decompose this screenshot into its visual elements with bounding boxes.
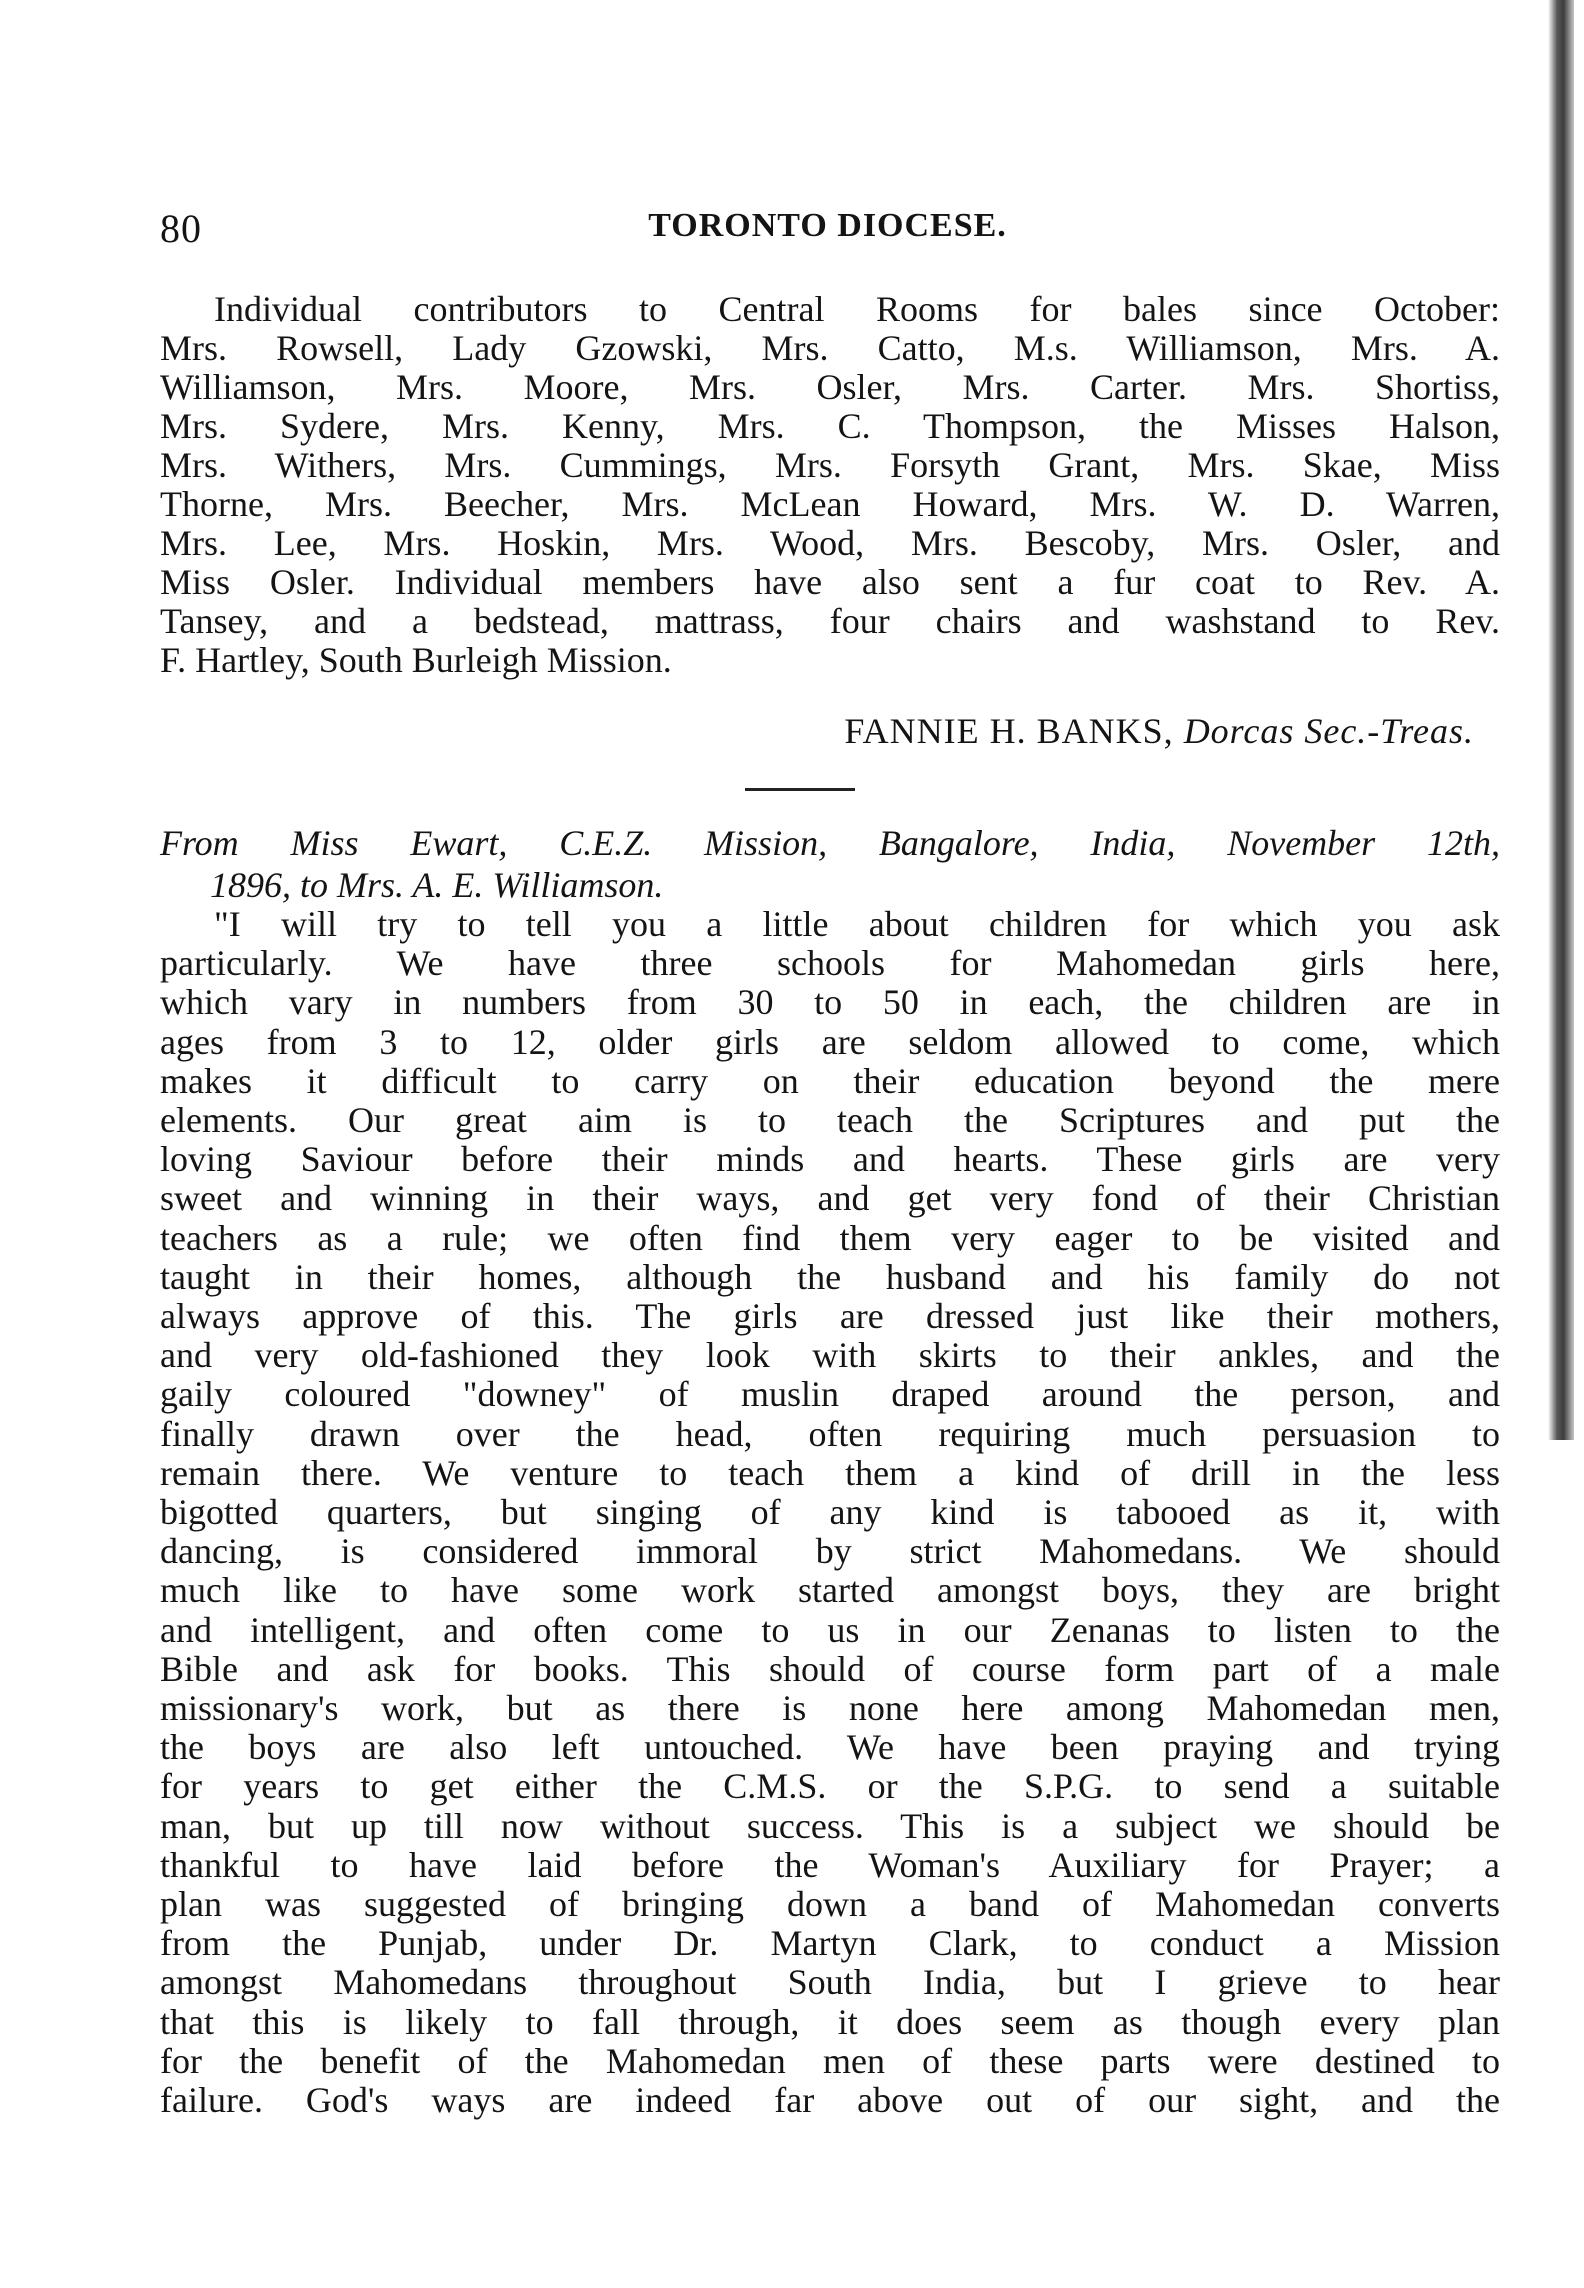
- text-line: man, but up till now without success. This is a subject we should be: [160, 1805, 1500, 1846]
- heading-line: From Miss Ewart, C.E.Z. Mission, Bangalore, India, November 12th,: [160, 823, 1500, 863]
- page-header: [160, 205, 1495, 255]
- text-line: "I will try to tell you a little about children for which you ask: [214, 904, 1500, 944]
- signature-role: Dorcas Sec.-Treas.: [1183, 711, 1474, 751]
- text-line: ages from 3 to 12, older girls are seldom allowed to come, which: [160, 1021, 1500, 1062]
- text-line: Miss Osler. Individual members have also sent a fur coat to Rev. A.: [160, 562, 1500, 602]
- text-line: gaily coloured "downey" of muslin draped around the person, and: [160, 1374, 1500, 1415]
- heading-line: 1896, to Mrs. A. E. Williamson.: [210, 865, 664, 905]
- text-line: finally drawn over the head, often requiring much persuasion to: [160, 1413, 1500, 1454]
- text-line: makes it difficult to carry on their education beyond the mere: [160, 1060, 1500, 1101]
- text-line: thankful to have laid before the Woman's Auxiliary for Prayer; a: [160, 1844, 1500, 1885]
- text-line: Williamson, Mrs. Moore, Mrs. Osler, Mrs. Carter. Mrs. Shortiss,: [160, 367, 1500, 407]
- text-line: Mrs. Sydere, Mrs. Kenny, Mrs. C. Thompson, the Misses Halson,: [160, 406, 1500, 446]
- text-line: Mrs. Rowsell, Lady Gzowski, Mrs. Catto, M.s. Williamson, Mrs. A.: [160, 328, 1500, 368]
- letter-heading: [160, 822, 1500, 906]
- text-line: for the benefit of the Mahomedan men of these parts were destined to: [160, 2040, 1500, 2081]
- text-line: always approve of this. The girls are dressed just like their mothers,: [160, 1296, 1500, 1337]
- text-line: particularly. We have three schools for Mahomedan girls here,: [160, 943, 1500, 984]
- text-line: remain there. We venture to teach them a kind of drill in the less: [160, 1452, 1500, 1493]
- signature: [844, 710, 1474, 752]
- section-divider: [745, 788, 855, 791]
- page-number: 80: [160, 206, 202, 251]
- text-line: Individual contributors to Central Rooms for bales since October:: [214, 289, 1500, 329]
- text-line: loving Saviour before their minds and hearts. These girls are very: [160, 1139, 1500, 1180]
- text-line: dancing, is considered immoral by strict Mahomedans. We should: [160, 1531, 1500, 1572]
- running-title: TORONTO DIOCESE.: [648, 207, 1007, 244]
- text-line: the boys are also left untouched. We have been praying and trying: [160, 1727, 1500, 1768]
- text-line: much like to have some work started amongst boys, they are bright: [160, 1570, 1500, 1611]
- text-line: teachers as a rule; we often find them very eager to be visited and: [160, 1217, 1500, 1258]
- text-line: and intelligent, and often come to us in our Zenanas to listen to the: [160, 1609, 1500, 1650]
- text-line: amongst Mahomedans throughout South India, but I grieve to hear: [160, 1962, 1500, 2003]
- text-line: for years to get either the C.M.S. or the S.P.G. to send a suitable: [160, 1766, 1500, 1807]
- text-line: F. Hartley, South Burleigh Mission.: [160, 640, 672, 680]
- text-line: Mrs. Lee, Mrs. Hoskin, Mrs. Wood, Mrs. Bescoby, Mrs. Osler, and: [160, 523, 1500, 563]
- text-line: failure. God's ways are indeed far above out of our sight, and the: [160, 2080, 1500, 2121]
- text-line: that this is likely to fall through, it does seem as though every plan: [160, 2001, 1500, 2042]
- text-line: missionary's work, but as there is none here among Mahomedan men,: [160, 1688, 1500, 1729]
- text-line: bigotted quarters, but singing of any kind is tabooed as it, with: [160, 1492, 1500, 1533]
- text-line: which vary in numbers from 30 to 50 in each, the children are in: [160, 982, 1500, 1023]
- text-line: Thorne, Mrs. Beecher, Mrs. McLean Howard, Mrs. W. D. Warren,: [160, 484, 1500, 524]
- text-line: from the Punjab, under Dr. Martyn Clark, to conduct a Mission: [160, 1923, 1500, 1964]
- text-line: and very old-fashioned they look with skirts to their ankles, and the: [160, 1335, 1500, 1376]
- text-line: elements. Our great aim is to teach the Scriptures and put the: [160, 1100, 1500, 1141]
- text-line: taught in their homes, although the husband and his family do not: [160, 1256, 1500, 1297]
- text-line: Mrs. Withers, Mrs. Cummings, Mrs. Forsyth Grant, Mrs. Skae, Miss: [160, 445, 1500, 485]
- page-binding-edge: [1548, 0, 1574, 1440]
- letter-body: [160, 905, 1500, 2120]
- text-line: Tansey, and a bedstead, mattrass, four chairs and washstand to Rev.: [160, 601, 1500, 641]
- contributors-paragraph: [160, 290, 1500, 680]
- text-line: sweet and winning in their ways, and get very fond of their Christian: [160, 1178, 1500, 1219]
- text-line: Bible and ask for books. This should of course form part of a male: [160, 1648, 1500, 1689]
- signature-name: FANNIE H. BANKS,: [844, 711, 1174, 751]
- text-line: plan was suggested of bringing down a band of Mahomedan converts: [160, 1884, 1500, 1925]
